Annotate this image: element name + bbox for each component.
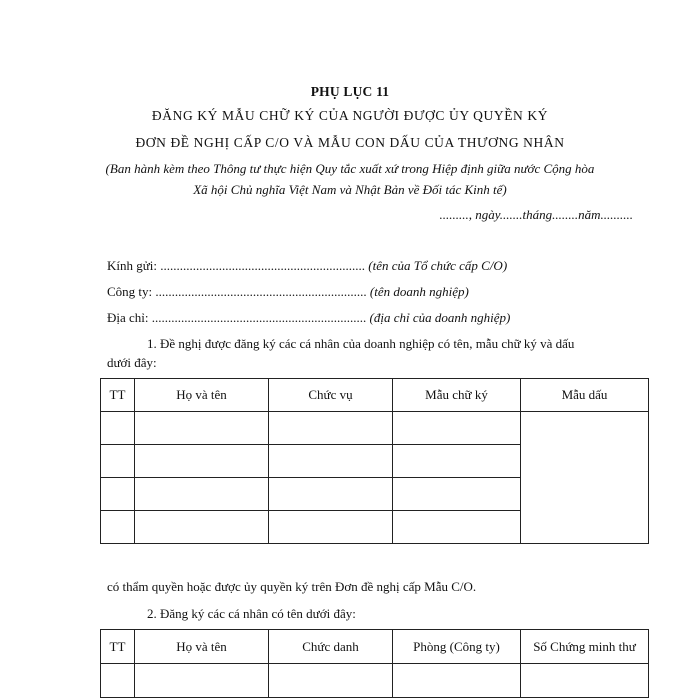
table-cell[interactable] — [135, 412, 269, 445]
table-cell[interactable] — [269, 445, 393, 478]
header-tt: TT — [101, 630, 135, 664]
table-cell[interactable] — [393, 511, 521, 544]
table-cell[interactable] — [101, 511, 135, 544]
authorization-text: có thẩm quyền hoặc được ủy quyền ký trên Đơn đề nghị cấp Mẫu C/O. — [107, 579, 477, 594]
table-cell[interactable] — [101, 412, 135, 445]
header-full-name: Họ và tên — [135, 379, 269, 412]
table-cell[interactable] — [393, 445, 521, 478]
table-row — [101, 664, 649, 698]
table-cell[interactable] — [269, 511, 393, 544]
header-title: Chức danh — [269, 630, 393, 664]
field-recipient-hint: (tên của Tổ chức cấp C/O) — [368, 258, 508, 273]
seal-sample-cell[interactable] — [521, 412, 649, 544]
table-cell[interactable] — [269, 412, 393, 445]
header-seal-sample: Mẫu dấu — [521, 379, 649, 412]
heading-line-2: ĐƠN ĐỀ NGHỊ CẤP C/O VÀ MẪU CON DẤU CỦA THƯƠNG NHÂN — [135, 135, 565, 150]
header-full-name: Họ và tên — [135, 630, 269, 664]
individual-register-table — [100, 629, 649, 698]
table-cell[interactable] — [521, 664, 649, 698]
signature-register-table — [100, 378, 649, 544]
dateline: ........., ngày.......tháng........năm.......... — [439, 207, 633, 222]
table-cell[interactable] — [135, 664, 269, 698]
header-tt: TT — [101, 379, 135, 412]
field-address — [107, 310, 510, 326]
header-signature-sample: Mẫu chữ ký — [393, 379, 521, 412]
table-cell[interactable] — [101, 478, 135, 511]
table-cell[interactable] — [101, 664, 135, 698]
field-company — [107, 284, 469, 300]
header-department: Phòng (Công ty) — [393, 630, 521, 664]
field-address-hint: (địa chỉ của doanh nghiệp) — [369, 310, 511, 325]
field-recipient — [107, 258, 507, 274]
section1-text-line1: 1. Đề nghị được đăng ký các cá nhân của doanh nghiệp có tên, mẫu chữ ký và dấu — [147, 336, 575, 351]
table-row — [101, 412, 649, 445]
subtitle-line-1: (Ban hành kèm theo Thông tư thực hiện Quy tắc xuất xứ trong Hiệp định giữa nước Cộng hòa — [105, 161, 595, 176]
subtitle-line-2: Xã hội Chủ nghĩa Việt Nam và Nhật Bản về Đối tác Kinh tế) — [193, 182, 507, 197]
table-cell[interactable] — [269, 664, 393, 698]
header-id-number: Số Chứng minh thư — [521, 630, 649, 664]
field-company-hint: (tên doanh nghiệp) — [369, 284, 469, 299]
table-cell[interactable] — [101, 445, 135, 478]
field-recipient-label: Kính gửi: ............................................................... — [107, 258, 366, 273]
field-address-label: Địa chỉ: .................................................................. — [107, 310, 367, 325]
header-position: Chức vụ — [269, 379, 393, 412]
table-cell[interactable] — [135, 445, 269, 478]
table-header-row — [101, 379, 649, 412]
table-cell[interactable] — [269, 478, 393, 511]
table-cell[interactable] — [393, 664, 521, 698]
table-header-row — [101, 630, 649, 664]
document-title: PHỤ LỤC 11 — [310, 84, 390, 99]
table-cell[interactable] — [135, 511, 269, 544]
field-company-label: Công ty: ................................................................. — [107, 284, 367, 299]
section2-text: 2. Đăng ký các cá nhân có tên dưới đây: — [147, 606, 356, 621]
section1-text-line2: dưới đây: — [107, 355, 157, 370]
table-cell[interactable] — [393, 412, 521, 445]
table-cell[interactable] — [135, 478, 269, 511]
table-cell[interactable] — [393, 478, 521, 511]
heading-line-1: ĐĂNG KÝ MẪU CHỮ KÝ CỦA NGƯỜI ĐƯỢC ỦY QUYỀN KÝ — [151, 108, 549, 123]
